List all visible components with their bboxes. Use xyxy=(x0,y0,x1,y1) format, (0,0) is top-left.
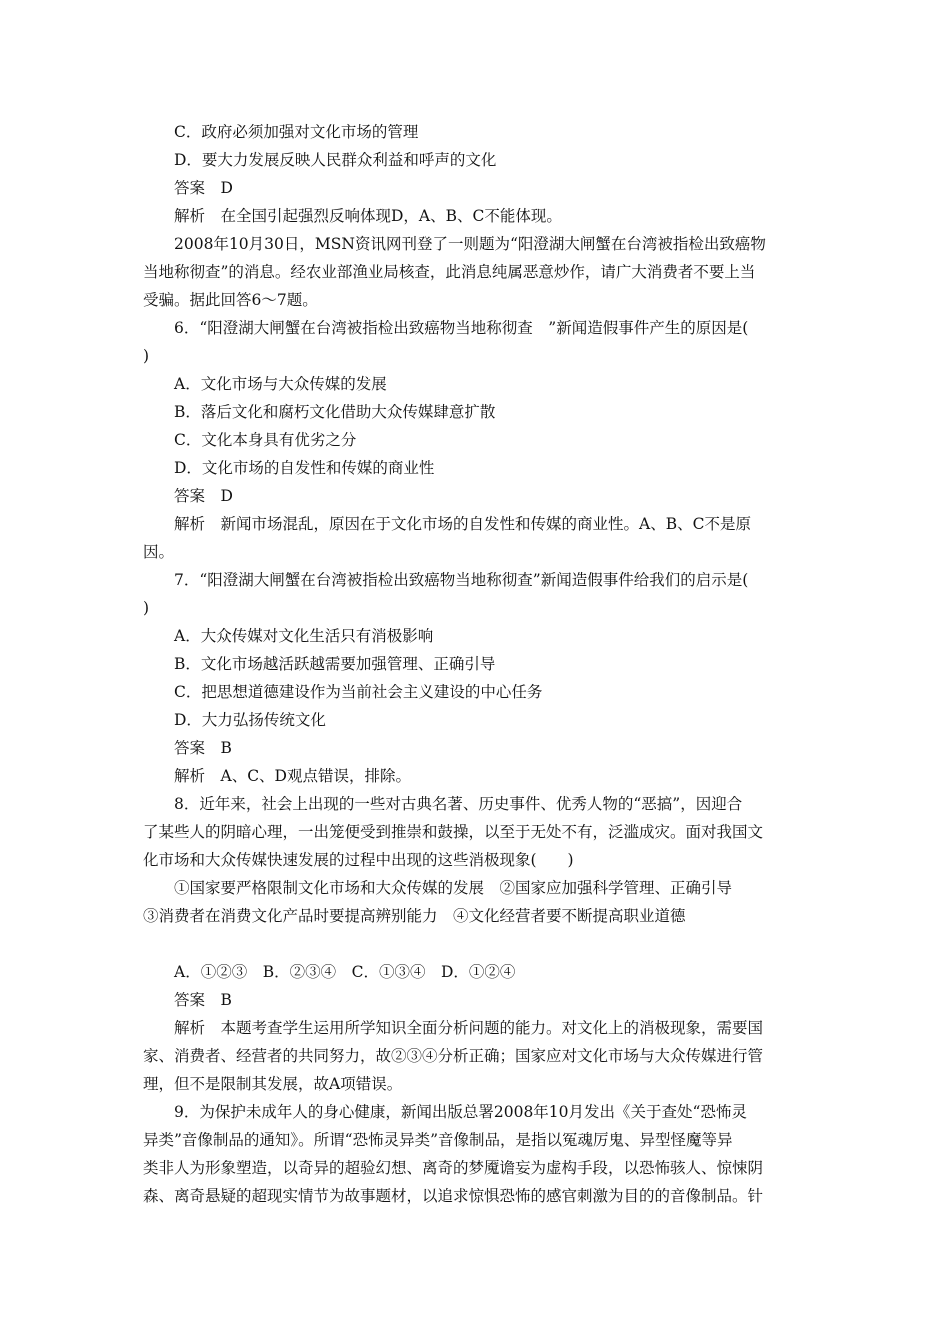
question-7-option-b: B．文化市场越活跃越需要加强管理、正确引导 xyxy=(174,655,496,673)
question-8-stem-1: 8．近年来，社会上出现的一些对古典名著、历史事件、优秀人物的“恶搞”，因迎合 xyxy=(174,795,743,813)
option-d-prev: D．要大力发展反映人民群众利益和呼声的文化 xyxy=(174,151,497,169)
document-page xyxy=(143,118,813,1210)
question-6-analysis: 解析 新闻市场混乱，原因在于文化市场的自发性和传媒的商业性。A、B、C不是原 xyxy=(174,515,751,533)
question-6-analysis-cont: 因。 xyxy=(143,543,175,561)
passage-line-2: 当地称彻查”的消息。经农业部渔业局核查，此消息纯属恶意炒作，请广大消费者不要上当 xyxy=(143,263,756,281)
question-8-analysis-2: 家、消费者、经营者的共同努力，故②③④分析正确；国家应对文化市场与大众传媒进行管 xyxy=(143,1047,764,1065)
question-8-analysis-3: 理，但不是限制其发展，故A项错误。 xyxy=(143,1075,403,1093)
question-6-option-d: D．文化市场的自发性和传媒的商业性 xyxy=(174,459,435,477)
question-9-stem-3: 类非人为形象塑造，以奇异的超验幻想、离奇的梦魇谵妄为虚构手段，以恐怖骇人、惊悚阴 xyxy=(143,1159,764,1177)
question-8-statements-2: ③消费者在消费文化产品时要提高辨别能力 ④文化经营者要不断提高职业道德 xyxy=(143,907,686,925)
passage-line-3: 受骗。据此回答6～7题。 xyxy=(143,291,318,309)
question-6-option-b: B．落后文化和腐朽文化借助大众传媒肆意扩散 xyxy=(174,403,496,421)
question-6-stem: 6．“阳澄湖大闸蟹在台湾被指检出致癌物当地称彻查 ”新闻造假事件产生的原因是( xyxy=(174,319,749,337)
answer-prev: 答案 D xyxy=(174,179,233,197)
question-8-statements-1: ①国家要严格限制文化市场和大众传媒的发展 ②国家应加强科学管理、正确引导 xyxy=(174,879,733,897)
question-7-option-d: D．大力弘扬传统文化 xyxy=(174,711,326,729)
question-6-option-a: A．文化市场与大众传媒的发展 xyxy=(174,375,387,393)
question-8-options: A．①②③ B．②③④ C．①③④ D．①②④ xyxy=(174,963,516,981)
question-9-stem-2: 异类”音像制品的通知》。所谓“恐怖灵异类”音像制品，是指以冤魂厉鬼、异型怪魔等异 xyxy=(143,1131,733,1149)
question-7-bracket: ) xyxy=(143,599,150,617)
question-8-analysis-1: 解析 本题考查学生运用所学知识全面分析问题的能力。对文化上的消极现象，需要国 xyxy=(174,1019,764,1037)
question-8-stem-2: 了某些人的阴暗心理，一出笼便受到推崇和鼓操，以至于无处不有，泛滥成灾。面对我国文 xyxy=(143,823,764,841)
question-7-analysis: 解析 A、C、D观点错误，排除。 xyxy=(174,767,411,785)
blank-line xyxy=(143,930,813,958)
analysis-prev: 解析 在全国引起强烈反响体现D，A、B、C不能体现。 xyxy=(174,207,562,225)
passage-line-1: 2008年10月30日，MSN资讯网刊登了一则题为“阳澄湖大闸蟹在台湾被指检出致癌物 xyxy=(174,235,766,253)
question-9-stem-4: 森、离奇悬疑的超现实情节为故事题材，以追求惊惧恐怖的感官刺激为目的的音像制品。针 xyxy=(143,1187,764,1205)
question-6-option-c: C．文化本身具有优劣之分 xyxy=(174,431,357,449)
question-6-bracket: ) xyxy=(143,347,150,365)
question-9-stem-1: 9．为保护未成年人的身心健康，新闻出版总署2008年10月发出《关于查处“恐怖灵 xyxy=(174,1103,747,1121)
question-7-stem: 7．“阳澄湖大闸蟹在台湾被指检出致癌物当地称彻查”新闻造假事件给我们的启示是( xyxy=(174,571,749,589)
option-c-prev: C．政府必须加强对文化市场的管理 xyxy=(174,123,419,141)
question-8-answer: 答案 B xyxy=(174,991,232,1009)
question-7-option-a: A．大众传媒对文化生活只有消极影响 xyxy=(174,627,434,645)
question-8-stem-3: 化市场和大众传媒快速发展的过程中出现的这些消极现象( ) xyxy=(143,851,574,869)
question-7-option-c: C．把思想道德建设作为当前社会主义建设的中心任务 xyxy=(174,683,543,701)
question-6-answer: 答案 D xyxy=(174,487,233,505)
question-7-answer: 答案 B xyxy=(174,739,232,757)
